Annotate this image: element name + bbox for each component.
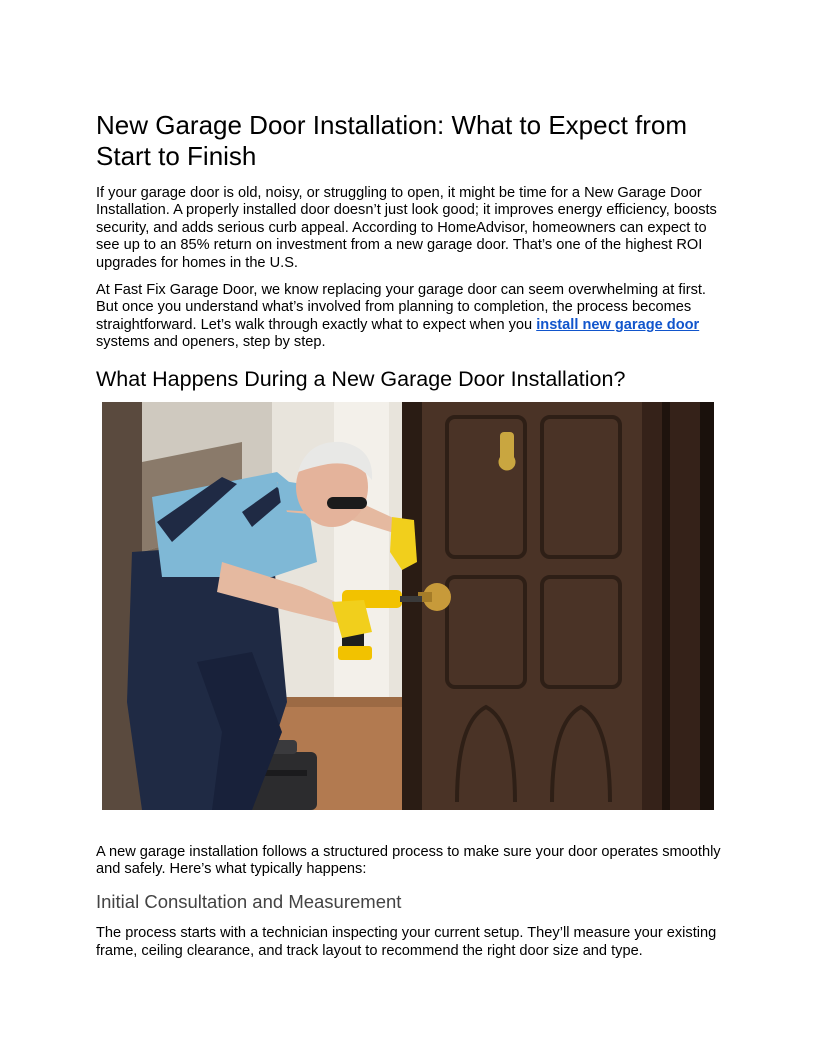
subsection-heading: Initial Consultation and Measurement bbox=[96, 891, 402, 913]
page-title: New Garage Door Installation: What to Expect from Start to Finish bbox=[96, 110, 688, 171]
intro-paragraph-2-text-b: systems and openers, step by step. bbox=[96, 334, 326, 351]
subsection-paragraph: The process starts with a technician inspecting your current setup. They’ll measure your existing frame, ceiling clearance, and track layout to recommend the right door size and type. bbox=[96, 925, 717, 959]
technician-installing-door-photo bbox=[102, 402, 714, 810]
intro-paragraph-1: If your garage door is old, noisy, or struggling to open, it might be time for a New Garage Door Installation. A properly installed door doesn’t just look good; it improves energy efficiency, boosts security, and adds serious curb appeal. According to HomeAdvisor, homeowners can expect to see up to an 85% return on investment from a new garage door. That’s one of the highest ROI upgrades for homes in the U.S. bbox=[96, 185, 717, 271]
install-new-garage-door-link[interactable]: install new garage door bbox=[536, 316, 700, 333]
section-heading: What Happens During a New Garage Door Installation? bbox=[96, 366, 626, 391]
intro-paragraph-2-text-a: At Fast Fix Garage Door, we know replacing your garage door can seem overwhelming at first. But once you understand what’s involved from planning to completion, the process becomes straightforward. Let’s walk through exactly what to expect when you bbox=[96, 282, 706, 333]
figure-spacer bbox=[96, 810, 722, 844]
document-page bbox=[96, 110, 722, 970]
intro-paragraph-2 bbox=[96, 282, 722, 352]
section-paragraph: A new garage installation follows a structured process to make sure your door operates smoothly and safely. Here’s what typically happens: bbox=[96, 843, 721, 878]
